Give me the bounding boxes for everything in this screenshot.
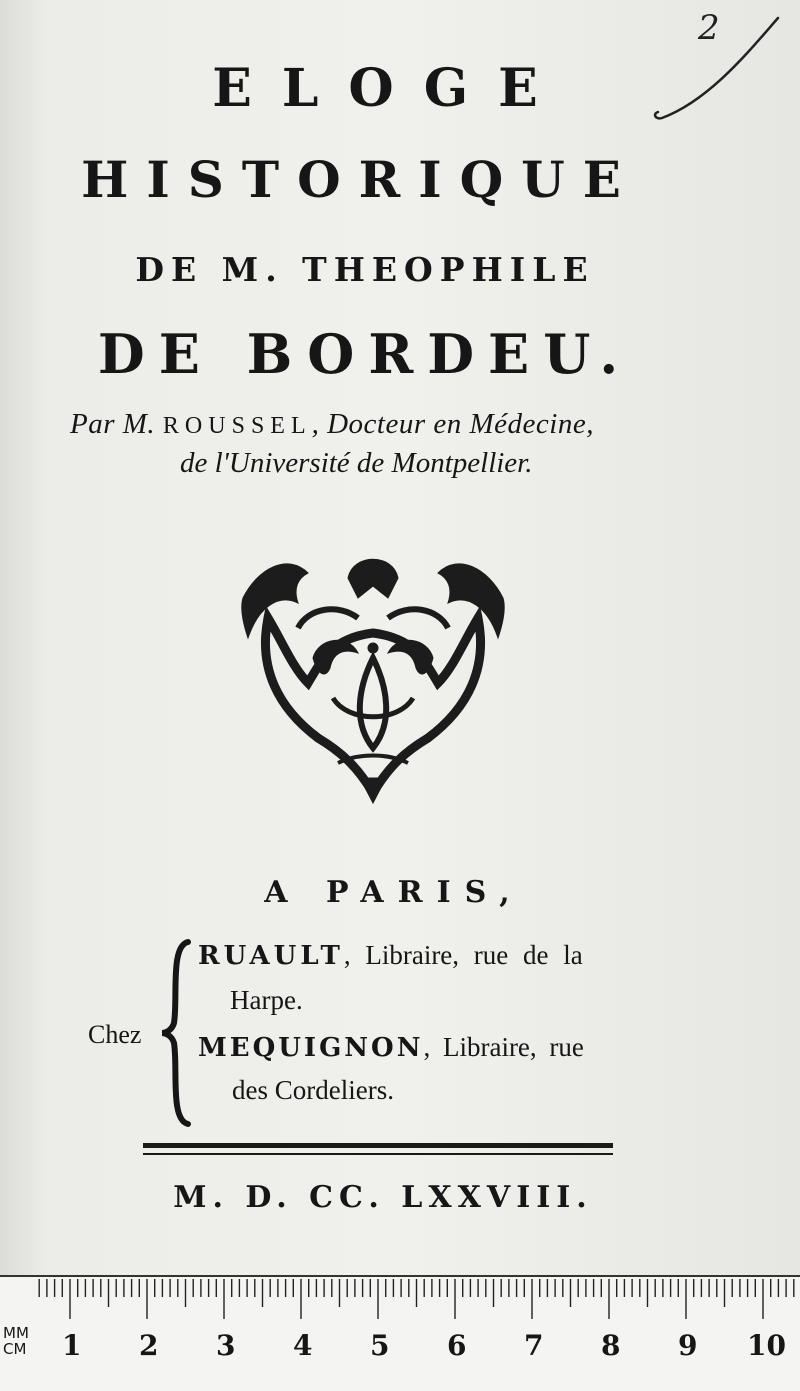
publisher-2-address: , Libraire, rue — [423, 1032, 584, 1062]
ruler-number: 9 — [678, 1329, 698, 1362]
curly-brace-icon — [158, 938, 198, 1128]
publisher-2-name: MEQUIGNON — [198, 1033, 424, 1063]
publisher-1-address: , Libraire, rue de la — [343, 940, 583, 970]
ruler-number: 4 — [293, 1329, 313, 1362]
title-line-3: DE M. THEOPHILE — [135, 250, 595, 289]
publisher-2-continued: des Cordeliers. — [232, 1075, 394, 1105]
ruler-unit-cm: CM — [3, 1340, 27, 1358]
publication-date: M. D. CC. LXXVIII. — [173, 1180, 593, 1215]
thin-rule — [143, 1153, 613, 1155]
author-line — [70, 408, 594, 441]
publisher-1 — [198, 940, 583, 971]
measuring-ruler — [0, 1275, 800, 1391]
title-line-2: HISTORIQUE — [81, 150, 639, 209]
imprint-place: A PARIS, — [264, 875, 524, 910]
ruler-number: 7 — [524, 1329, 544, 1362]
ruler-number: 8 — [601, 1329, 621, 1362]
author-name: ROUSSEL — [162, 413, 312, 439]
handwritten-page-number: 2 — [698, 8, 720, 48]
publisher-1-continued: Harpe. — [230, 985, 303, 1015]
title-line-1: ELOGE — [212, 58, 568, 119]
author-prefix: Par M. — [70, 408, 163, 440]
publisher-1-name: RUAULT — [198, 941, 344, 971]
ruler-number: 10 — [747, 1329, 786, 1362]
author-affiliation: de l'Université de Montpellier. — [180, 447, 533, 479]
imprint-chez: Chez — [88, 1020, 142, 1049]
ruler-number: 2 — [139, 1329, 159, 1362]
vignette-ornament-icon — [238, 548, 508, 808]
ruler-number: 6 — [447, 1329, 467, 1362]
thick-rule — [143, 1143, 613, 1148]
ruler-number: 1 — [62, 1329, 82, 1362]
ruler-number: 5 — [370, 1329, 390, 1362]
author-suffix: , Docteur en Médecine, — [311, 408, 594, 440]
title-line-4: DE BORDEU. — [97, 322, 633, 386]
ruler-unit-mm: MM — [3, 1324, 29, 1342]
publisher-2 — [198, 1032, 584, 1063]
ruler-number: 3 — [216, 1329, 236, 1362]
